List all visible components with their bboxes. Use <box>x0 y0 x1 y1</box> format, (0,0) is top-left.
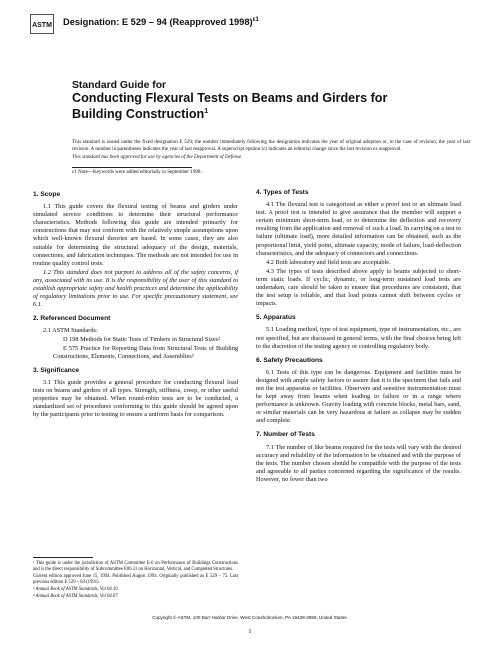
dod-approval-note: This standard has been approved for use by agencies of the Department of Defense. <box>72 154 243 161</box>
title-superscript: 1 <box>204 108 209 115</box>
paragraph-1-2: 1.2 This standard does not purport to address all of the safety concerns, if any, associated with its use. It is the responsibility of the user of this standard to establish appropriate safety and health practices and determine the applicability of regulatory limitations prior to use. For specific precautionary statement, see 6.1. <box>33 268 238 309</box>
title-kicker: Standard Guide for <box>72 80 167 91</box>
notice-divider <box>72 167 192 168</box>
footnote-1: ¹ This guide is under the jurisdiction of ASTM Committee E-6 on Performance of Buildings Constructions and is the direct responsibility of Subcommittee E06.11 on Horizontal, Vertical, and Completed Structures. <box>33 561 238 572</box>
designation-text: Designation: E 529 – 94 (Reapproved 1998) <box>63 17 253 28</box>
title-block <box>72 80 462 121</box>
section-heading-types-of-tests: 4. Types of Tests <box>256 189 309 196</box>
section-heading-referenced-document: 2. Referenced Document <box>33 315 111 323</box>
paragraph-4-2: 4.2 Both laboratory and field tests are acceptable. <box>266 258 391 266</box>
keywords-note: ε1 Note—Keywords were added editorially in September 1998. <box>72 169 202 175</box>
title-text: Conducting Flexural Tests on Beams and Girders for Building Construction <box>72 91 388 122</box>
astm-logo-icon <box>30 14 54 34</box>
designation <box>63 17 259 27</box>
footnote-2: ² Annual Book of ASTM Standards, Vol 04.10. <box>33 587 119 592</box>
paragraph-7-1: 7.1 The number of like beams required for the tests will vary with the desired accuracy and reliability of the information to be obtained and with the purpose of the tests. The number chosen should be compatible with the purpose of the tests and agreeable to all parties concerned regarding the significance of the results. However, no fewer than two <box>256 443 461 483</box>
section-heading-apparatus: 5. Apparatus <box>256 314 296 322</box>
section-heading-scope: 1. Scope <box>33 191 61 198</box>
paragraph-4-3: 4.3 The types of tests described above apply to beams subjected to short-term static loads. If cyclic, dynamic, or long-term sustained load tests are undertaken, care should be taken to ensure that procedures are consistent, that the test setup is reliable, and that load points cannot shift between cycles or impacts. <box>256 267 461 308</box>
page-number: 1 <box>248 628 252 635</box>
document-header <box>30 14 470 36</box>
reference-item: D 198 Methods for Static Tests of Timbers in Structural Sizes² <box>63 335 220 343</box>
paragraph-4-1: 4.1 The flexural test is categorized as either a proof test or an ultimate load test. A proof test is intended to give assurance that the member will support a certain minimum short-term load, or to determine the deflection and recovery resulting from the application and removal of such a load. In carrying on a test to failure (ultimate load), more detailed information can be obtained, such as the proportional limit, yield point, ultimate capacity, mode of failure, load-deflection characteristics, and the adequacy of connectors and connections. <box>256 201 461 257</box>
astm-standards-label: 2.1 ASTM Standards: <box>43 327 98 335</box>
page-title <box>72 92 392 121</box>
footnote-1-edition: Current edition approved June 15, 1994. Published August 1994. Originally published as E 529 – 75. Last previous edition E 529 – 83 (1991). <box>33 574 238 585</box>
footnote-divider <box>33 557 93 558</box>
copyright-line: Copyright © ASTM, 100 Barr Harbor Drive, West Conshohocken, PA 19428-2959, United States. <box>152 615 348 620</box>
footnote-3: ³ Annual Book of ASTM Standards, Vol 04.07. <box>33 594 119 599</box>
paragraph-1-1: 1.1 This guide covers the flexural testing of beams and girders under simulated service conditions to determine their structural performance characteristics. Methods following this guide are intended primarily for constructions that may not conform with the relatively simple assumptions upon which well-known flexural theories are based. In some cases, they are also suitable for determining the structural adequacy of the design, materials, connections, and fabrication techniques. The methods are not intended for use in routine quality control tests. <box>33 203 238 267</box>
issuance-notice <box>72 139 470 163</box>
right-column <box>256 185 461 485</box>
section-heading-safety-precautions: 6. Safety Precautions <box>256 356 323 364</box>
reference-item: E 575 Practice for Reporting Data from Structural Tests of Building Constructions, Elements, Connections, and Assemblies³ <box>53 344 238 360</box>
left-column <box>33 185 238 420</box>
notice-paragraph: This standard is issued under the fixed designation E 529; the number immediately following the designation indicates the year of original adoption or, in the case of revision, the year of last revision. A number in parentheses indicates the year of last reapproval. A superscript epsilon (ε) indicates an editorial change since the last revision or reapproval. <box>72 139 470 152</box>
paragraph-6-1: 6.1 Tests of this type can be dangerous. Equipment and facilities must be designed with ample safety factors to assure that it is the specimen that fails and not the test apparatus or facilities. Observers and sensitive instrumentation must be kept away from beams when loading to failure or in a range where performance is unknown. Gravity loading with concrete blocks, metal bars, sand, or similar materials can be very hazardous at failure as collapse may be sudden and complete. <box>256 368 461 425</box>
reference-list <box>33 336 238 361</box>
section-heading-significance: 3. Significance <box>33 366 80 374</box>
paragraph-3-1: 3.1 This guide provides a general procedure for conducting flexural load tests on beams and girders of all types. Strength, stiffness, creep, or other useful properties may be obtained. When round-robin tests are to be conducted, a standardized set of procedures conforming to this guide should be agreed upon by the participants prior to testing to ensure a uniform basis for comparison. <box>33 378 238 419</box>
designation-superscript: ε1 <box>252 17 259 23</box>
svg-text:ASTM: ASTM <box>32 22 52 29</box>
paragraph-5-1: 5.1 Loading method, type of test equipment, type of instrumentation, etc., are not specified, but are discussed in general terms, with the final choices being left to the discretion of the testing agency or controlling regulatory body. <box>256 326 461 350</box>
section-heading-number-of-tests: 7. Number of Tests <box>256 431 315 439</box>
footnotes <box>33 561 238 601</box>
